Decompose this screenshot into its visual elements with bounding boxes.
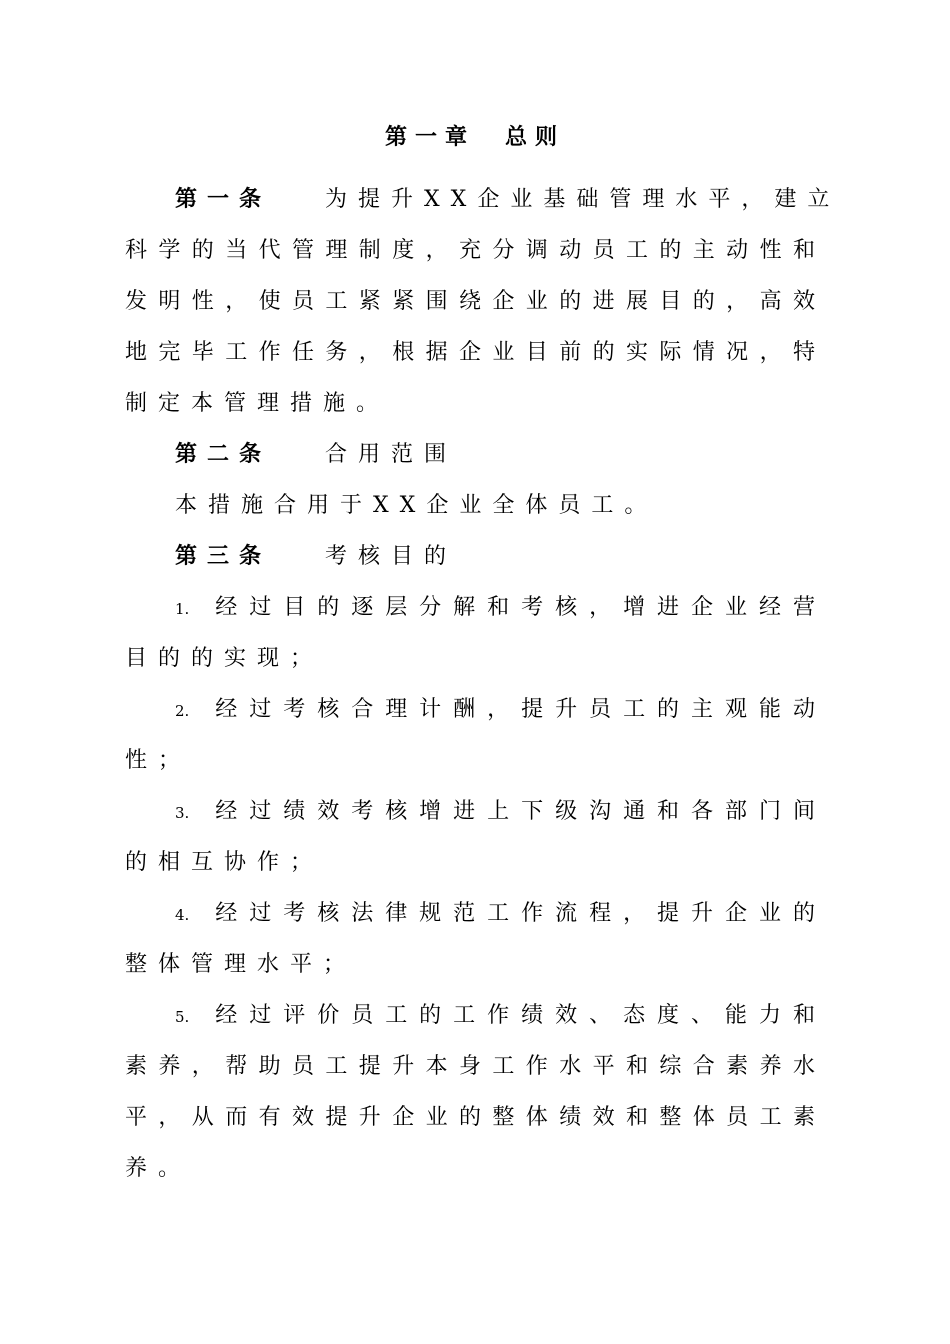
chapter-number: 第一章: [384, 124, 475, 150]
article-1: [125, 174, 841, 429]
list-item-first-line: [125, 684, 815, 735]
list-item-text: 经过考核合理计酬，提升员工的主观能动: [203, 697, 815, 722]
article-1-line: 地完毕工作任务，根据企业目前的实际情况，特: [125, 340, 815, 365]
chapter-title: [0, 120, 950, 154]
article-3-title: 考核目的: [325, 544, 458, 569]
article-2-body: 本措施合用于XX企业全体员工。: [175, 493, 658, 518]
list-item: [125, 684, 815, 786]
article-3: [125, 531, 815, 1194]
list-item-continuation: 养。: [125, 1156, 192, 1181]
article-3-heading: 第三条: [175, 543, 272, 569]
article-2: [125, 429, 815, 531]
list-item: [125, 888, 815, 990]
article-1-line: 发明性，使员工紧紧围绕企业的进展目的，高效: [125, 289, 815, 314]
article-1-text: 为提升XX企业基础管理水平，建立: [325, 187, 841, 212]
article-2-heading-line: [125, 429, 815, 480]
article-1-line: 科学的当代管理制度，充分调动员工的主动性和: [125, 238, 815, 263]
list-item-text: 经过目的逐层分解和考核，增进企业经营: [203, 595, 815, 620]
article-2-heading: 第二条: [175, 441, 272, 467]
article-1-heading: 第一条: [175, 186, 272, 212]
list-item-first-line: [125, 786, 815, 837]
list-item-continuation: 平，从而有效提升企业的整体绩效和整体员工素: [125, 1105, 815, 1130]
list-item-continuation: 的相互协作；: [125, 850, 324, 875]
list-item: [125, 786, 815, 888]
article-2-title: 合用范围: [325, 442, 458, 467]
list-item-first-line: [125, 888, 815, 939]
list-item-number: 1.: [175, 600, 190, 618]
list-item-continuation: 整体管理水平；: [125, 952, 357, 977]
list-item-text: 经过评价员工的工作绩效、态度、能力和: [203, 1003, 815, 1028]
chapter-name: 总则: [505, 124, 566, 150]
article-1-line: 制定本管理措施。: [125, 391, 390, 416]
list-item-text: 经过绩效考核增进上下级沟通和各部门间: [203, 799, 815, 824]
article-1-line: [125, 174, 841, 225]
list-item-number: 5.: [175, 1008, 190, 1026]
list-item-number: 3.: [175, 804, 190, 822]
list-item-first-line: [125, 582, 815, 633]
list-item-text: 经过考核法律规范工作流程，提升企业的: [203, 901, 815, 926]
article-3-heading-line: [125, 531, 815, 582]
list-item: [125, 990, 815, 1194]
list-item-number: 2.: [175, 702, 190, 720]
list-item-continuation: 素养，帮助员工提升本身工作水平和综合素养水: [125, 1054, 815, 1079]
list-item-number: 4.: [175, 906, 190, 924]
list-item-continuation: 性；: [125, 748, 192, 773]
list-item: [125, 582, 815, 684]
list-item-continuation: 目的的实现；: [125, 646, 324, 671]
list-item-first-line: [125, 990, 815, 1041]
